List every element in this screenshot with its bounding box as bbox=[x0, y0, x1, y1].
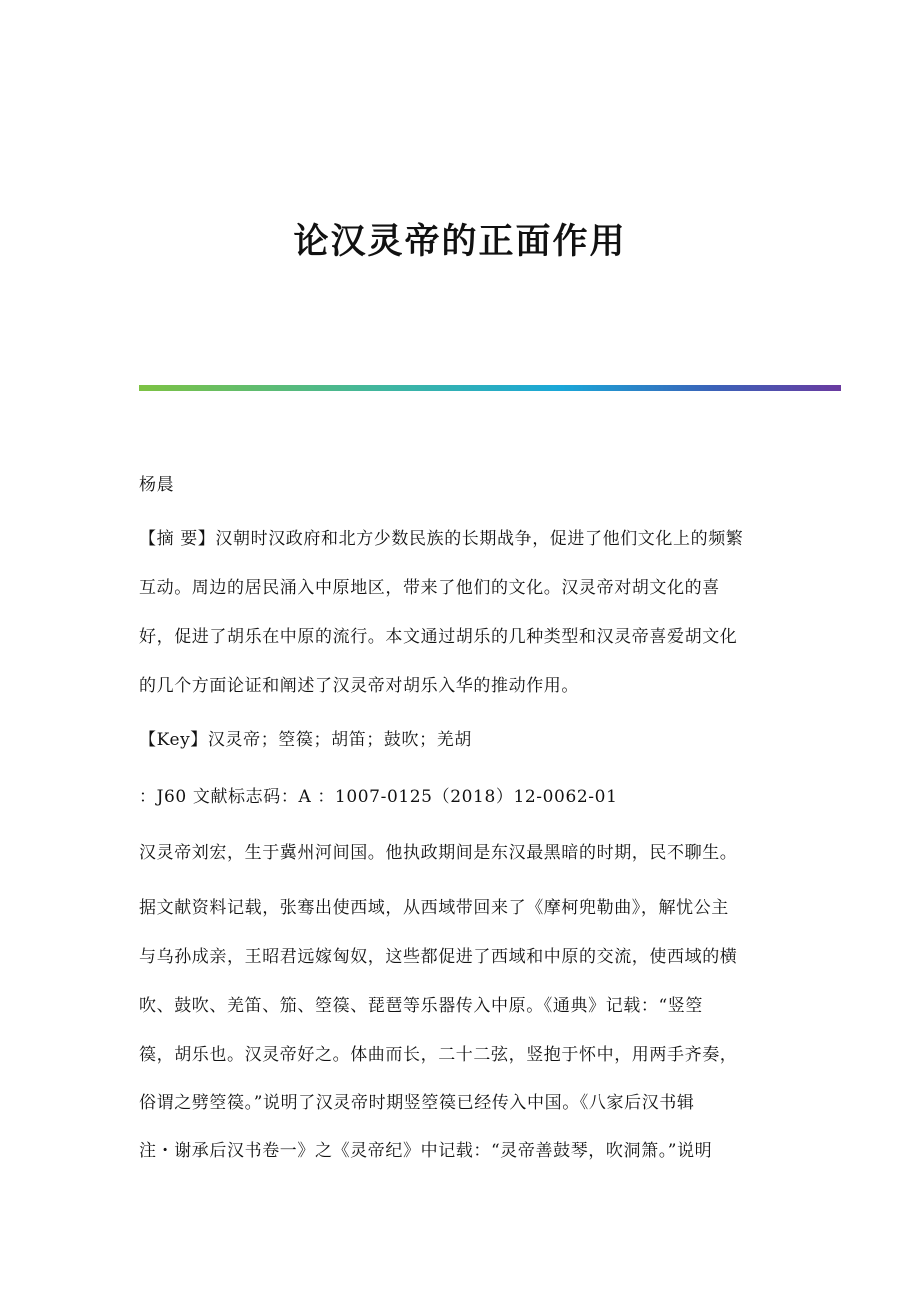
body-line: 篌，胡乐也。汉灵帝好之。体曲而长，二十二弦，竖抱于怀中，用两手齐奏， bbox=[139, 1045, 738, 1065]
body-line: 据文献资料记载，张骞出使西域，从西域带回来了《摩柯兜勒曲》，解忧公主 bbox=[139, 898, 729, 918]
keywords-line: 【Key】汉灵帝；箜篌；胡笛；鼓吹；羌胡 bbox=[139, 730, 472, 750]
abstract-line: 互动。周边的居民涌入中原地区，带来了他们的文化。汉灵帝对胡文化的喜 bbox=[139, 578, 720, 598]
body-line: 俗谓之劈箜篌。”说明了汉灵帝时期竖箜篌已经传入中国。《八家后汉书辑 bbox=[139, 1093, 695, 1113]
title-divider bbox=[139, 385, 841, 391]
document-title: 论汉灵帝的正面作用 bbox=[293, 222, 627, 262]
body-line: 与乌孙成亲，王昭君远嫁匈奴，这些都促进了西域和中原的交流，使西域的横 bbox=[139, 947, 738, 967]
author-name: 杨晨 bbox=[139, 475, 175, 495]
classification-line: ：J60 文献标志码：A ：1007-0125（2018）12-0062-01 bbox=[139, 787, 618, 807]
abstract-line: 的几个方面论证和阐述了汉灵帝对胡乐入华的推动作用。 bbox=[139, 676, 579, 696]
abstract-line: 好，促进了胡乐在中原的流行。本文通过胡乐的几种类型和汉灵帝喜爱胡文化 bbox=[139, 627, 738, 647]
body-line: 注・谢承后汉书卷一》之《灵帝纪》中记载：“灵帝善鼓琴，吹洞箫。”说明 bbox=[139, 1141, 713, 1161]
body-line: 汉灵帝刘宏，生于冀州河间国。他执政期间是东汉最黑暗的时期，民不聊生。 bbox=[139, 843, 738, 863]
body-line: 吹、鼓吹、羌笛、笳、箜篌、琵琶等乐器传入中原。《通典》记载：“竖箜 bbox=[139, 996, 703, 1016]
abstract-line: 【摘 要】汉朝时汉政府和北方少数民族的长期战争，促进了他们文化上的频繁 bbox=[139, 529, 744, 549]
